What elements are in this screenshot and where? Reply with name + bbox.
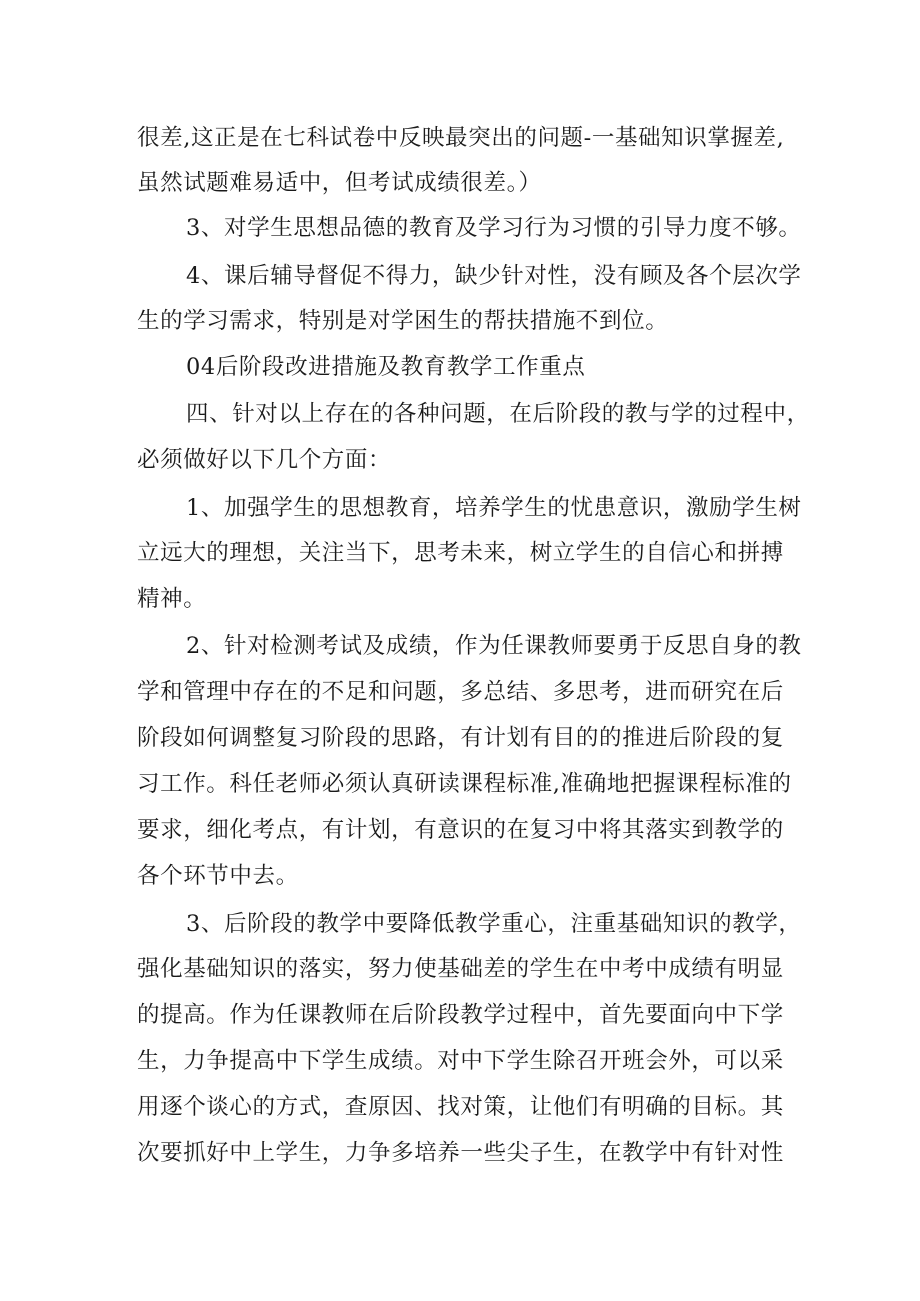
text-line: 生的学习需求，特别是对学困生的帮扶措施不到位。: [137, 308, 669, 334]
text-line: 3、对学生思想品德的教育及学习行为习惯的引导力度不够。: [186, 215, 802, 241]
section-heading: 04后阶段改进措施及教育教学工作重点: [186, 354, 586, 380]
text-line: 习工作。科任老师必须认真研读课程标准,准确地把握课程标准的: [137, 771, 792, 797]
text-line: 生，力争提高中下学生成绩。对中下学生除召开班会外，可以采: [137, 1048, 784, 1074]
text-line: 阶段如何调整复习阶段的思路，有计划有目的的推进后阶段的复: [137, 725, 784, 751]
text-line: 次要抓好中上学生，力争多培养一些尖子生，在教学中有针对性: [137, 1140, 784, 1166]
text-line: 精神。: [137, 586, 207, 612]
text-line: 的提高。作为任课教师在后阶段教学过程中，首先要面向中下学: [137, 1002, 784, 1028]
text-line: 1、加强学生的思想教育，培养学生的忧患意识，激励学生树: [186, 495, 802, 521]
text-line: 必须做好以下几个方面：: [137, 447, 392, 473]
text-line: 四、针对以上存在的各种问题，在后阶段的教与学的过程中，: [186, 401, 810, 427]
text-line: 4、课后辅导督促不得力，缺少针对性，没有顾及各个层次学: [186, 263, 802, 289]
text-line: 强化基础知识的落实，努力使基础差的学生在中考中成绩有明显: [137, 956, 784, 982]
text-line: 要求，细化考点，有计划，有意识的在复习中将其落实到教学的: [137, 817, 784, 843]
text-line: 很差,这正是在七科试卷中反映最突出的问题-一基础知识掌握差,: [137, 125, 785, 151]
text-line: 虽然试题难易适中，但考试成绩很差。）: [137, 170, 542, 196]
text-line: 3、后阶段的教学中要降低教学重心，注重基础知识的教学，: [186, 911, 802, 937]
text-line: 立远大的理想，关注当下，思考未来，树立学生的自信心和拼搏: [137, 540, 784, 566]
text-line: 各个环节中去。: [137, 863, 299, 889]
text-line: 用逐个谈心的方式，查原因、找对策，让他们有明确的目标。其: [137, 1094, 784, 1120]
text-line: 2、针对检测考试及成绩，作为任课教师要勇于反思自身的教: [186, 633, 802, 659]
text-line: 学和管理中存在的不足和问题，多总结、多思考，进而研究在后: [137, 679, 784, 705]
